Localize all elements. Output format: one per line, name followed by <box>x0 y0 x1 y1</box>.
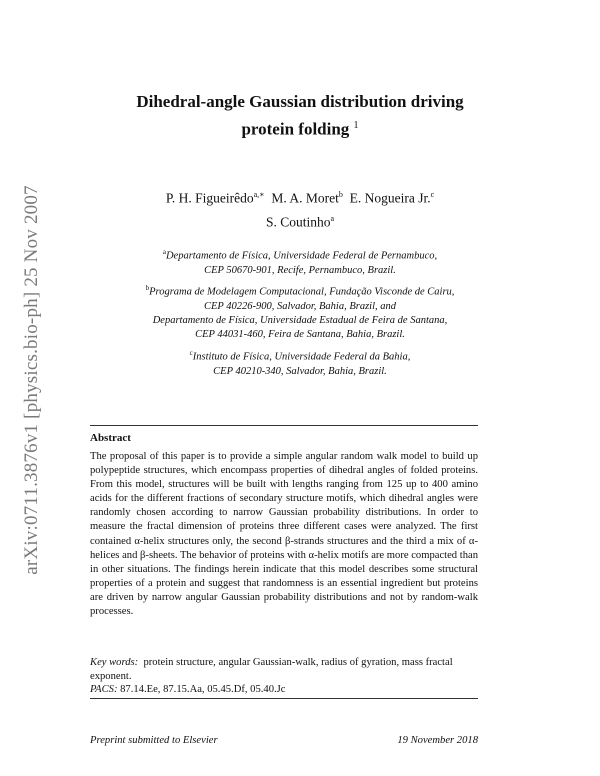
affiliation-a <box>70 245 530 278</box>
author-coutinho: S. Coutinho <box>265 214 331 229</box>
author-figueiredo: P. H. Figueirêdo <box>165 190 254 206</box>
author-line-1 <box>60 185 540 209</box>
keywords-line <box>90 656 478 683</box>
keywords-label: Key words: <box>90 657 139 668</box>
author-list <box>60 185 540 232</box>
title-line-1: Dihedral-angle Gaussian distribution driving <box>136 92 464 111</box>
pacs-line <box>90 683 478 697</box>
arxiv-stamp <box>17 160 47 600</box>
affiliations <box>70 245 530 382</box>
keywords-block <box>90 656 478 697</box>
pacs-label: PACS: <box>90 684 118 695</box>
author-moret-affil: b <box>338 190 343 199</box>
author-nogueira-affil: c <box>430 190 435 199</box>
abstract-text: The proposal of this paper is to provide a simple angular random walk model to build up polypeptide structures, which encompass properties of dihedral angles of folded proteins. From this model, structures will be built with lengths ranging from 125 up to 400 amino acids for the different fractions of secondary structure motifs, which dihedral angles were randomly chosen according to narrow Gaussian probability distributions. In order to measure the fractal dimension of proteins three different cases were analyzed. The first contained α-helix structures only, the second β-strands structures and the third a mix of α-helices and β-sheets. The behavior of proteins with α-helix motifs are more compacted than in other situations. The findings herein indicate that this model describes some structural properties of a protein and suggest that randomness is an essential ingredient but proteins are driven by narrow angular Gaussian probability distributions and not by random-walk processes. <box>90 451 478 618</box>
author-line-2 <box>60 209 540 233</box>
author-nogueira: E. Nogueira Jr. <box>349 190 431 206</box>
abstract-heading: Abstract <box>90 432 131 444</box>
author-moret: M. A. Moret <box>271 190 339 206</box>
paper-title <box>60 90 540 142</box>
affiliation-a-line-1: Departamento de Física, Universidade Federal de Pernambuco, <box>165 250 438 262</box>
abstract-bottom-rule <box>90 698 478 699</box>
affiliation-b-line-4: CEP 44031-460, Feira de Santana, Bahia, Brazil. <box>195 329 405 341</box>
arxiv-stamp-text: arXiv:0711.3876v1 [physics.bio-ph] 25 Nov 2007 <box>21 185 42 575</box>
affiliation-a-mark: a <box>162 248 166 256</box>
affiliation-b-line-3: Departamento de Física, Universidade Estadual de Feira de Santana, <box>152 315 448 327</box>
abstract-top-rule <box>90 425 478 426</box>
title-footnote-mark: 1 <box>353 120 359 131</box>
affiliation-c-line-1: Instituto de Física, Universidade Federal da Bahia, <box>192 351 411 363</box>
title-line-2-text: protein folding <box>241 119 350 139</box>
affiliation-b <box>70 281 530 343</box>
affiliation-b-line-1: Programa de Modelagem Computacional, Fundação Visconde de Cairu, <box>149 286 455 298</box>
pacs-text: 87.14.Ee, 87.15.Aa, 05.45.Df, 05.40.Jc <box>120 684 286 695</box>
affiliation-c-line-2: CEP 40210-340, Salvador, Bahia, Brazil. <box>213 365 387 377</box>
affiliation-b-mark: b <box>145 284 150 293</box>
affiliation-b-line-2: CEP 40226-900, Salvador, Bahia, Brazil, and <box>203 300 396 312</box>
page-footer <box>90 735 478 746</box>
keywords-text: protein structure, angular Gaussian-walk, radius of gyration, mass fractal exponent. <box>90 657 453 682</box>
footer-preprint-note: Preprint submitted to Elsevier <box>90 735 218 746</box>
affiliation-c-mark: c <box>189 348 193 357</box>
affiliation-c <box>70 346 530 379</box>
title-line-2 <box>60 114 540 142</box>
author-figueiredo-affil: a,∗ <box>253 190 265 199</box>
author-coutinho-affil: a <box>330 213 335 223</box>
affiliation-a-line-2: CEP 50670-901, Recife, Pernambuco, Brazil. <box>204 264 396 276</box>
footer-date: 19 November 2018 <box>397 735 478 746</box>
